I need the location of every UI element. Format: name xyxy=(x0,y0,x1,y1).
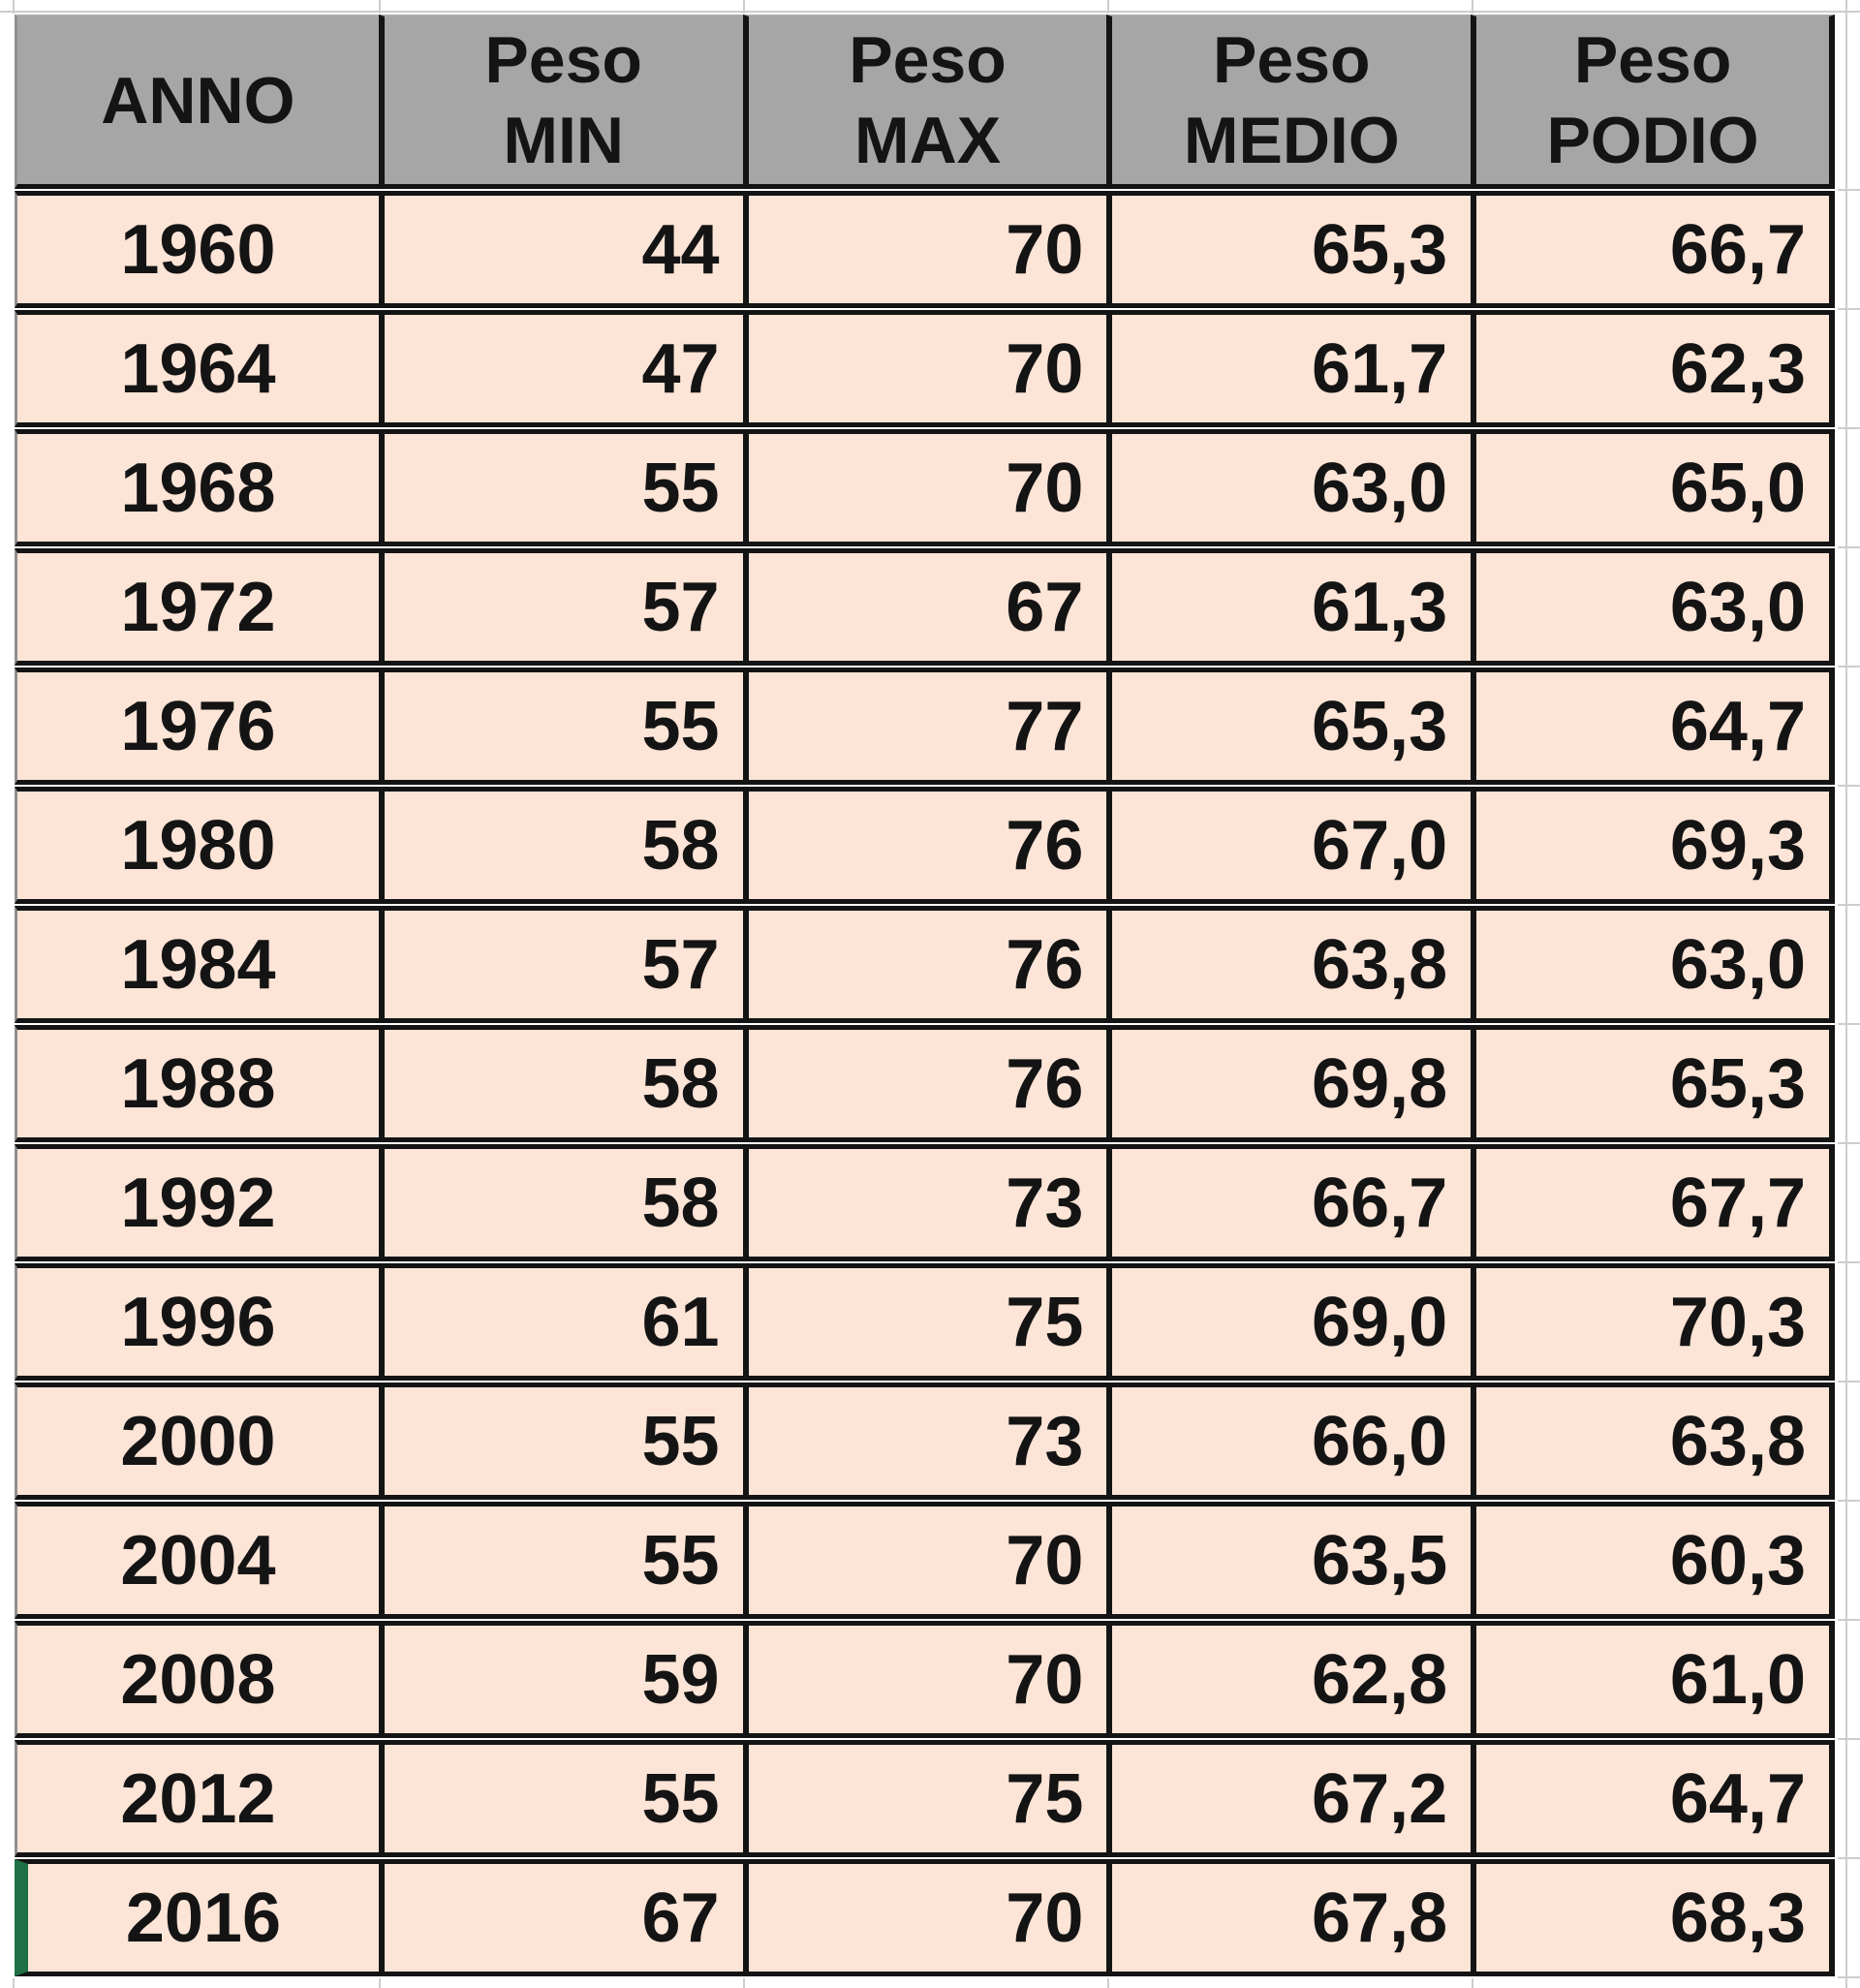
table-header-row xyxy=(15,15,1835,189)
cell-peso-min[interactable]: 44 xyxy=(379,191,743,308)
cell-peso-podio[interactable]: 60,3 xyxy=(1471,1502,1835,1619)
cell-peso-min[interactable]: 58 xyxy=(379,1144,743,1261)
cell-peso-podio[interactable]: 65,3 xyxy=(1471,1025,1835,1142)
cell-peso-podio[interactable]: 63,0 xyxy=(1471,906,1835,1023)
cell-peso-medio[interactable]: 66,7 xyxy=(1106,1144,1471,1261)
cell-peso-podio[interactable]: 67,7 xyxy=(1471,1144,1835,1261)
cell-peso-min[interactable]: 58 xyxy=(379,787,743,904)
cell-anno[interactable]: 2016 xyxy=(15,1859,379,1976)
cell-peso-min[interactable]: 59 xyxy=(379,1621,743,1738)
cell-peso-medio[interactable]: 61,3 xyxy=(1106,548,1471,666)
header-cell-peso-podio[interactable] xyxy=(1471,15,1835,189)
header-label: MEDIO xyxy=(1183,104,1400,178)
cell-peso-max[interactable]: 76 xyxy=(743,906,1107,1023)
header-label: Peso xyxy=(484,22,642,97)
header-cell-anno[interactable] xyxy=(15,15,379,189)
cell-peso-max[interactable]: 76 xyxy=(743,1025,1107,1142)
header-cell-peso-medio[interactable] xyxy=(1106,15,1471,189)
gridline-right-row-ticks xyxy=(1838,189,1860,1981)
cell-peso-max[interactable]: 75 xyxy=(743,1740,1107,1857)
cell-anno[interactable]: 1976 xyxy=(15,668,379,785)
table-row xyxy=(15,1382,1835,1500)
cell-peso-min[interactable]: 47 xyxy=(379,310,743,427)
cell-peso-medio[interactable]: 65,3 xyxy=(1106,191,1471,308)
cell-peso-max[interactable]: 70 xyxy=(743,429,1107,546)
cell-peso-podio[interactable]: 64,7 xyxy=(1471,668,1835,785)
table-row xyxy=(15,1621,1835,1738)
table-row xyxy=(15,310,1835,427)
cell-peso-medio[interactable]: 66,0 xyxy=(1106,1382,1471,1500)
cell-peso-min[interactable]: 55 xyxy=(379,1740,743,1857)
cell-peso-min[interactable]: 58 xyxy=(379,1025,743,1142)
cell-peso-max[interactable]: 70 xyxy=(743,310,1107,427)
cell-anno[interactable]: 1996 xyxy=(15,1263,379,1381)
cell-anno[interactable]: 2012 xyxy=(15,1740,379,1857)
cell-anno[interactable]: 2004 xyxy=(15,1502,379,1619)
gridline-stub xyxy=(743,1978,745,1988)
table-body xyxy=(15,191,1835,1976)
peso-table xyxy=(15,13,1835,1978)
cell-anno[interactable]: 2008 xyxy=(15,1621,379,1738)
cell-peso-podio[interactable]: 62,3 xyxy=(1471,310,1835,427)
header-cell-peso-max[interactable] xyxy=(743,15,1107,189)
gridline-stub xyxy=(743,0,745,14)
cell-peso-max[interactable]: 75 xyxy=(743,1263,1107,1381)
cell-peso-min[interactable]: 57 xyxy=(379,906,743,1023)
table-row xyxy=(15,787,1835,904)
cell-peso-medio[interactable]: 63,8 xyxy=(1106,906,1471,1023)
cell-peso-podio[interactable]: 63,8 xyxy=(1471,1382,1835,1500)
gridline-stub xyxy=(379,0,381,14)
cell-peso-podio[interactable]: 61,0 xyxy=(1471,1621,1835,1738)
cell-peso-max[interactable]: 73 xyxy=(743,1382,1107,1500)
cell-peso-max[interactable]: 76 xyxy=(743,787,1107,904)
table-row xyxy=(15,906,1835,1023)
table-row xyxy=(15,548,1835,666)
header-label: Peso xyxy=(1213,22,1371,97)
cell-anno[interactable]: 1992 xyxy=(15,1144,379,1261)
cell-peso-podio[interactable]: 66,7 xyxy=(1471,191,1835,308)
cell-peso-min[interactable]: 67 xyxy=(379,1859,743,1976)
cell-peso-min[interactable]: 55 xyxy=(379,1502,743,1619)
cell-anno[interactable]: 1980 xyxy=(15,787,379,904)
cell-peso-medio[interactable]: 62,8 xyxy=(1106,1621,1471,1738)
cell-peso-max[interactable]: 77 xyxy=(743,668,1107,785)
cell-anno[interactable]: 1972 xyxy=(15,548,379,666)
cell-peso-min[interactable]: 61 xyxy=(379,1263,743,1381)
table-row xyxy=(15,1740,1835,1857)
cell-peso-min[interactable]: 55 xyxy=(379,1382,743,1500)
gridline-stub xyxy=(1107,1978,1109,1988)
cell-peso-podio[interactable]: 69,3 xyxy=(1471,787,1835,904)
gridline-stub xyxy=(13,1978,15,1988)
cell-peso-podio[interactable]: 68,3 xyxy=(1471,1859,1835,1976)
cell-anno[interactable]: 1984 xyxy=(15,906,379,1023)
header-label: Peso xyxy=(1573,22,1732,97)
cell-anno[interactable]: 1968 xyxy=(15,429,379,546)
cell-anno[interactable]: 1988 xyxy=(15,1025,379,1142)
cell-peso-medio[interactable]: 63,5 xyxy=(1106,1502,1471,1619)
cell-peso-max[interactable]: 70 xyxy=(743,191,1107,308)
cell-peso-medio[interactable]: 69,8 xyxy=(1106,1025,1471,1142)
cell-peso-medio[interactable]: 61,7 xyxy=(1106,310,1471,427)
cell-peso-medio[interactable]: 67,8 xyxy=(1106,1859,1471,1976)
table-row xyxy=(15,1263,1835,1381)
table-row xyxy=(15,1502,1835,1619)
cell-peso-min[interactable]: 55 xyxy=(379,668,743,785)
cell-peso-medio[interactable]: 63,0 xyxy=(1106,429,1471,546)
cell-anno[interactable]: 1960 xyxy=(15,191,379,308)
cell-anno[interactable]: 1964 xyxy=(15,310,379,427)
gridline-stub xyxy=(1472,1978,1473,1988)
cell-peso-podio[interactable]: 63,0 xyxy=(1471,548,1835,666)
cell-peso-max[interactable]: 70 xyxy=(743,1859,1107,1976)
cell-peso-medio[interactable]: 67,0 xyxy=(1106,787,1471,904)
cell-peso-min[interactable]: 57 xyxy=(379,548,743,666)
cell-peso-medio[interactable]: 69,0 xyxy=(1106,1263,1471,1381)
cell-peso-max[interactable]: 73 xyxy=(743,1144,1107,1261)
cell-anno[interactable]: 2000 xyxy=(15,1382,379,1500)
gridline-stub xyxy=(13,0,15,14)
header-label: MIN xyxy=(503,104,625,178)
cell-peso-medio[interactable]: 65,3 xyxy=(1106,668,1471,785)
header-label: MAX xyxy=(853,104,1002,178)
cell-peso-medio[interactable]: 67,2 xyxy=(1106,1740,1471,1857)
gridline-stub xyxy=(1107,0,1109,14)
cell-peso-max[interactable]: 70 xyxy=(743,1502,1107,1619)
table-row xyxy=(15,191,1835,308)
table-row xyxy=(15,1025,1835,1142)
gridline-stub xyxy=(1472,0,1473,14)
header-cell-peso-min[interactable] xyxy=(379,15,743,189)
table-row xyxy=(15,429,1835,546)
cell-peso-podio[interactable]: 64,7 xyxy=(1471,1740,1835,1857)
cell-peso-podio[interactable]: 70,3 xyxy=(1471,1263,1835,1381)
header-label: PODIO xyxy=(1546,104,1759,178)
table-row xyxy=(15,668,1835,785)
cell-peso-min[interactable]: 55 xyxy=(379,429,743,546)
gridline-stub xyxy=(379,1978,381,1988)
cell-peso-max[interactable]: 67 xyxy=(743,548,1107,666)
cell-peso-podio[interactable]: 65,0 xyxy=(1471,429,1835,546)
header-label: ANNO xyxy=(101,63,295,138)
table-row xyxy=(15,1144,1835,1261)
cell-peso-max[interactable]: 70 xyxy=(743,1621,1107,1738)
header-label: Peso xyxy=(849,22,1007,97)
table-row xyxy=(15,1859,1835,1976)
